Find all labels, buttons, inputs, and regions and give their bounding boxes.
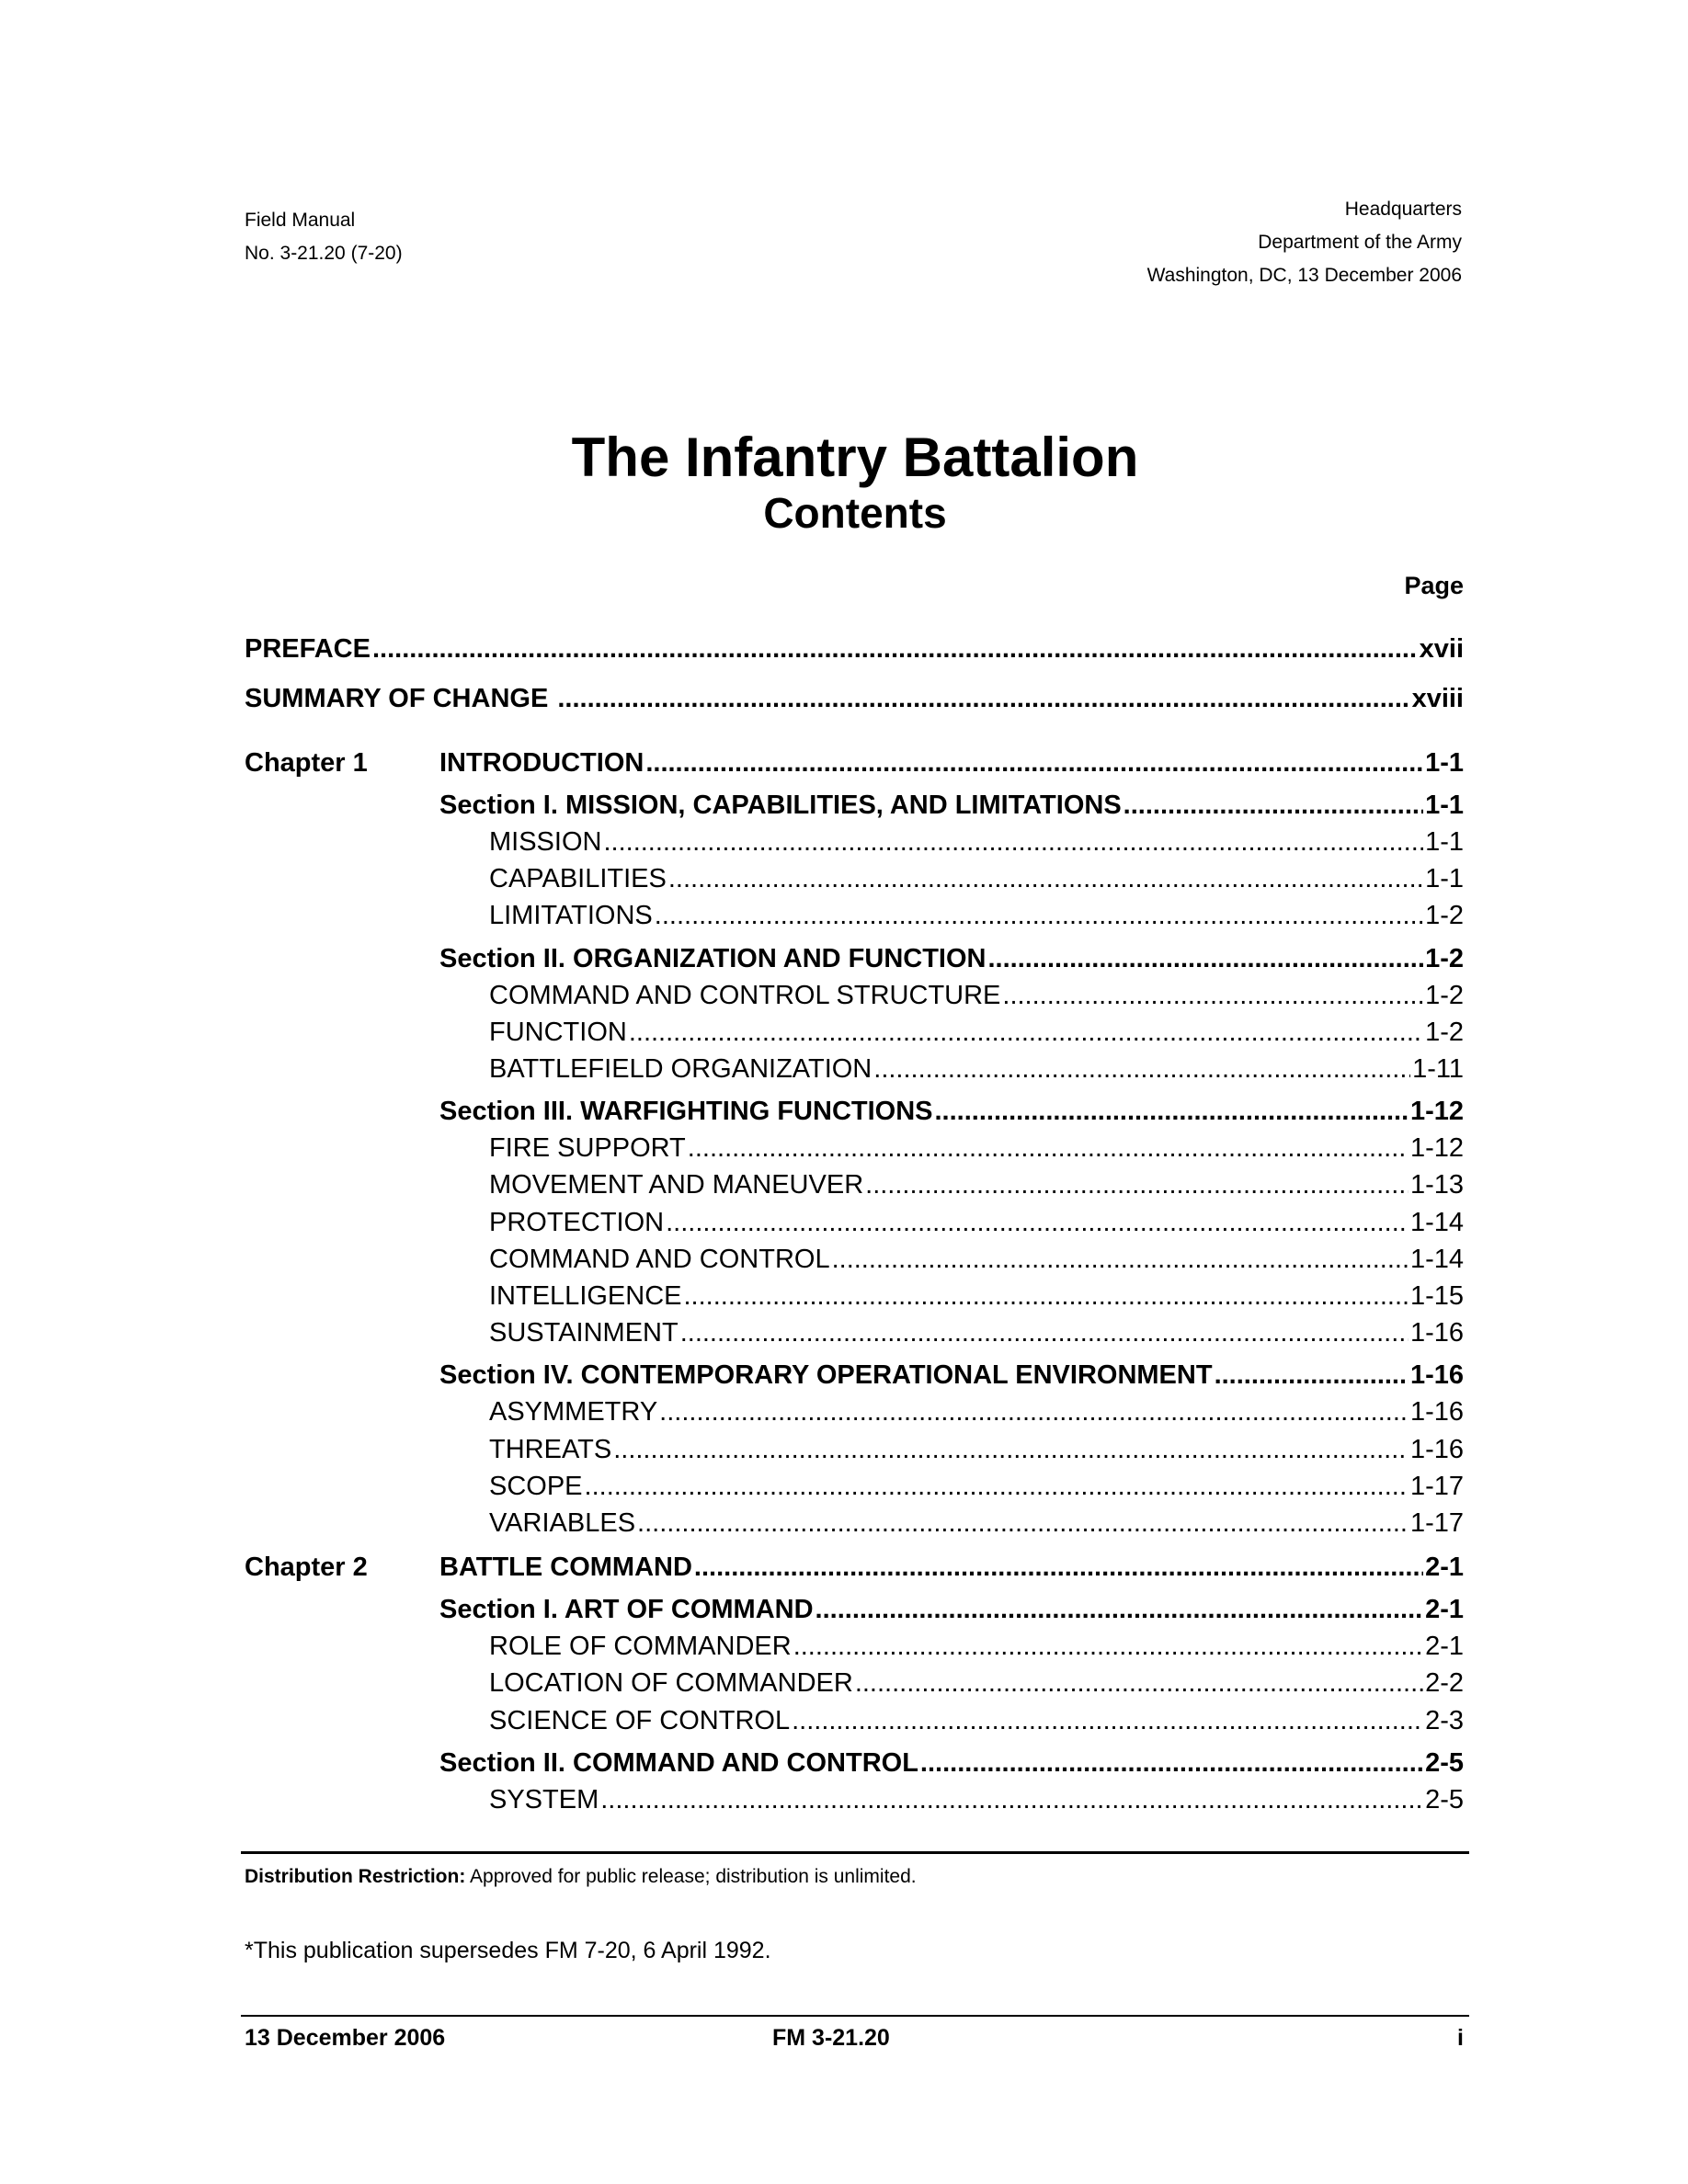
toc-chapter-title[interactable]: BATTLE COMMAND ..... 2-1 [439, 1553, 1464, 1583]
toc-item[interactable]: COMMAND AND CONTROL ..... 1-14 [489, 1245, 1464, 1275]
toc-item[interactable]: MOVEMENT AND MANEUVER ..... 1-13 [489, 1170, 1464, 1200]
toc-item[interactable]: ASYMMETRY ..... 1-16 [489, 1397, 1464, 1428]
toc-item[interactable]: VARIABLES ..... 1-17 [489, 1508, 1464, 1539]
toc-item[interactable]: FIRE SUPPORT ..... 1-12 [489, 1133, 1464, 1164]
distribution-label: Distribution Restriction: [245, 1866, 466, 1887]
contents-heading: Contents [763, 489, 947, 537]
chapter-label: Chapter 1 [245, 748, 368, 778]
toc-section[interactable]: Section I. ART OF COMMAND ..... 2-1 [439, 1595, 1464, 1625]
footer-doc-number: FM 3-21.20 [772, 2025, 890, 2051]
headquarters-label: Headquarters [1344, 199, 1462, 220]
page-column-label: Page [1404, 572, 1464, 599]
toc-item[interactable]: PROTECTION ..... 1-14 [489, 1208, 1464, 1238]
toc-item[interactable]: SUSTAINMENT ..... 1-16 [489, 1318, 1464, 1348]
toc-section[interactable]: Section I. MISSION, CAPABILITIES, AND LIMITATIONS ..... 1-1 [439, 791, 1464, 821]
manual-number: No. 3-21.20 (7-20) [245, 243, 403, 264]
toc-item[interactable]: SCOPE ..... 1-17 [489, 1472, 1464, 1502]
toc-item[interactable]: ROLE OF COMMANDER ..... 2-1 [489, 1632, 1464, 1662]
header-right [1147, 193, 1462, 292]
distribution-text: Approved for public release; distribution is unlimited. [465, 1866, 917, 1887]
toc-item[interactable]: MISSION ..... 1-1 [489, 827, 1464, 858]
toc-item[interactable]: LOCATION OF COMMANDER ..... 2-2 [489, 1668, 1464, 1699]
toc-item[interactable]: CAPABILITIES ..... 1-1 [489, 864, 1464, 894]
toc-section[interactable]: Section II. COMMAND AND CONTROL ..... 2-5 [439, 1748, 1464, 1779]
toc-item[interactable]: SCIENCE OF CONTROL ..... 2-3 [489, 1706, 1464, 1736]
toc-item[interactable]: SYSTEM ..... 2-5 [489, 1785, 1464, 1815]
toc-section[interactable]: Section IV. CONTEMPORARY OPERATIONAL ENVIRONMENT ..... 1-16 [439, 1360, 1464, 1391]
chapter-label: Chapter 2 [245, 1553, 368, 1583]
toc-item[interactable]: THREATS ..... 1-16 [489, 1435, 1464, 1465]
toc-section[interactable]: Section II. ORGANIZATION AND FUNCTION ..... 1-2 [439, 944, 1464, 974]
footer-page-number: i [1457, 2025, 1464, 2051]
toc-item[interactable]: LIMITATIONS ..... 1-2 [489, 901, 1464, 931]
header-left [245, 204, 403, 270]
footer-divider [241, 2015, 1469, 2017]
toc-chapter-title[interactable]: INTRODUCTION ..... 1-1 [439, 748, 1464, 779]
toc-preface[interactable]: PREFACE ..... xvii [245, 634, 1464, 665]
toc-summary-of-change[interactable]: SUMMARY OF CHANGE ..... xviii [245, 684, 1464, 714]
document-title: The Infantry Battalion [571, 427, 1139, 488]
distribution-restriction [245, 1866, 917, 1888]
location-date: Washington, DC, 13 December 2006 [1146, 265, 1462, 286]
toc-section[interactable]: Section III. WARFIGHTING FUNCTIONS ..... 1-12 [439, 1097, 1464, 1127]
footer-date: 13 December 2006 [245, 2025, 446, 2051]
distribution-divider [241, 1851, 1469, 1854]
toc-item[interactable]: BATTLEFIELD ORGANIZATION ..... 1-11 [489, 1054, 1464, 1085]
toc-item[interactable]: INTELLIGENCE ..... 1-15 [489, 1281, 1464, 1312]
supersedes-note: *This publication supersedes FM 7-20, 6 April 1992. [245, 1938, 771, 1963]
field-manual-label: Field Manual [245, 210, 356, 231]
department-label: Department of the Army [1258, 232, 1462, 253]
toc-item[interactable]: FUNCTION ..... 1-2 [489, 1018, 1464, 1048]
toc-item[interactable]: COMMAND AND CONTROL STRUCTURE ..... 1-2 [489, 981, 1464, 1011]
